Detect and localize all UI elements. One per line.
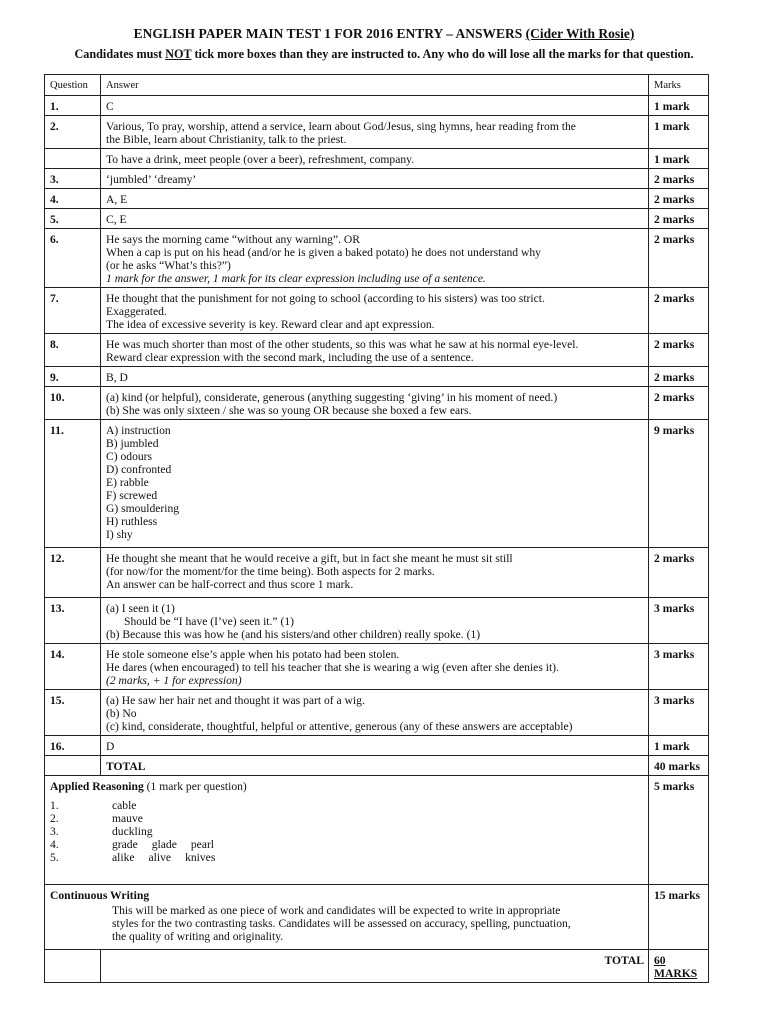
header-question: Question — [45, 75, 101, 96]
answer-line: E) rabble — [106, 476, 149, 489]
title-main: ENGLISH PAPER MAIN TEST 1 FOR 2016 ENTRY – ANSWERS — [133, 26, 526, 41]
table-row — [45, 116, 709, 149]
answer-cell — [101, 367, 649, 387]
page-title — [0, 26, 768, 42]
table-row — [45, 149, 709, 169]
question-number: 10. — [45, 387, 101, 420]
ar-word: cable — [112, 799, 137, 812]
answer-cell — [101, 169, 649, 189]
answer-line: C — [106, 100, 114, 113]
total-label: TOTAL — [101, 756, 649, 776]
question-number — [45, 149, 101, 169]
answer-line: Various, To pray, worship, attend a service, learn about God/Jesus, sing hymns, hear reading from the — [106, 120, 576, 133]
answer-line: (2 marks, + 1 for expression) — [106, 674, 242, 687]
instructions-post: tick more boxes than they are instructed to. Any who do will lose all the marks for that question. — [191, 47, 694, 61]
answer-cell — [101, 420, 649, 548]
answer-cell — [101, 644, 649, 690]
answer-cell — [101, 288, 649, 334]
question-number: 13. — [45, 598, 101, 644]
answer-cell — [101, 387, 649, 420]
marks-cell: 9 marks — [649, 420, 709, 548]
question-number: 4. — [45, 189, 101, 209]
ar-marks: 5 marks — [649, 776, 709, 885]
marks-cell: 2 marks — [649, 229, 709, 288]
table-row — [45, 229, 709, 288]
question-number: 2. — [45, 116, 101, 149]
answer-line: Should be “I have (I’ve) seen it.” (1) — [124, 615, 294, 628]
table-row — [45, 736, 709, 756]
answer-line: B) jumbled — [106, 437, 159, 450]
ar-item-words — [112, 851, 229, 864]
ar-item-number: 1. — [50, 799, 59, 812]
marks-cell: 2 marks — [649, 169, 709, 189]
ar-heading-text: Applied Reasoning — [50, 780, 144, 793]
ar-word: glade — [151, 838, 177, 851]
list-item — [50, 838, 644, 851]
answer-line: B, D — [106, 371, 128, 384]
answer-line: C, E — [106, 213, 127, 226]
answer-cell — [101, 598, 649, 644]
grand-total-blank — [45, 950, 101, 983]
answer-line: (c) kind, considerate, thoughtful, helpful or attentive, generous (any of these answers are acceptable) — [106, 720, 573, 733]
question-number: 12. — [45, 548, 101, 598]
answer-line: (for now/for the moment/for the time being). Both aspects for 2 marks. — [106, 565, 435, 578]
answer-line: A, E — [106, 193, 128, 206]
total-marks: 40 marks — [649, 756, 709, 776]
answer-line: An answer can be half-correct and thus score 1 mark. — [106, 578, 354, 591]
list-item — [50, 825, 644, 838]
answer-line: Reward clear expression with the second mark, including the use of a sentence. — [106, 351, 474, 364]
answer-line: (a) He saw her hair net and thought it was part of a wig. — [106, 694, 365, 707]
table-row — [45, 690, 709, 736]
marks-cell: 2 marks — [649, 334, 709, 367]
ar-item-words — [112, 838, 228, 851]
answer-line: I) shy — [106, 528, 133, 541]
header-marks: Marks — [649, 75, 709, 96]
answer-line: A) instruction — [106, 424, 171, 437]
answer-line: ‘jumbled’ ‘dreamy’ — [106, 173, 197, 186]
ar-word: grade — [112, 838, 138, 851]
ar-word: knives — [185, 851, 216, 864]
applied-reasoning-heading — [50, 780, 644, 793]
title-sub: (Cider With Rosie) — [525, 26, 635, 41]
ar-word: alike — [112, 851, 135, 864]
answers-table — [44, 74, 709, 983]
answer-line: He says the morning came “without any warning”. OR — [106, 233, 361, 246]
cw-heading: Continuous Writing — [50, 889, 150, 902]
answer-line: F) screwed — [106, 489, 158, 502]
answer-line: (b) Because this was how he (and his sisters/and other children) really spoke. (1) — [106, 628, 481, 641]
answer-line: the Bible, learn about Christianity, talk to the priest. — [106, 133, 347, 146]
marks-cell: 2 marks — [649, 288, 709, 334]
instructions — [0, 47, 768, 62]
question-number: 11. — [45, 420, 101, 548]
answer-line: He was much shorter than most of the other students, so this was what he saw at his normal eye-level. — [106, 338, 579, 351]
answer-line: C) odours — [106, 450, 153, 463]
total-blank — [45, 756, 101, 776]
table-row — [45, 367, 709, 387]
marks-cell: 3 marks — [649, 644, 709, 690]
marks-cell: 2 marks — [649, 367, 709, 387]
answer-cell — [101, 189, 649, 209]
marks-cell: 1 mark — [649, 149, 709, 169]
marks-cell: 1 mark — [649, 116, 709, 149]
total-row — [45, 756, 709, 776]
grand-total-row — [45, 950, 709, 983]
answer-line: To have a drink, meet people (over a beer), refreshment, company. — [106, 153, 415, 166]
answer-cell — [101, 209, 649, 229]
table-row — [45, 644, 709, 690]
answer-line: When a cap is put on his head (and/or he is given a baked potato) he does not understand why — [106, 246, 541, 259]
marks-cell: 2 marks — [649, 209, 709, 229]
answer-line: H) ruthless — [106, 515, 158, 528]
ar-word: pearl — [190, 838, 215, 851]
answer-line: (a) kind (or helpful), considerate, generous (anything suggesting ‘giving’ in his moment of need.) — [106, 391, 558, 404]
continuous-writing-row — [45, 885, 709, 950]
ar-word: duckling — [112, 825, 153, 838]
header-answer: Answer — [101, 75, 649, 96]
grand-total-marks: 60 MARKS — [649, 950, 709, 983]
question-number: 5. — [45, 209, 101, 229]
cw-line: the quality of writing and originality. — [112, 930, 284, 943]
answer-cell — [101, 149, 649, 169]
answer-line: He thought that the punishment for not going to school (according to his sisters) was too strict. — [106, 292, 545, 305]
cw-marks: 15 marks — [649, 885, 709, 950]
question-number: 8. — [45, 334, 101, 367]
table-row — [45, 96, 709, 116]
question-number: 16. — [45, 736, 101, 756]
list-item — [50, 799, 644, 812]
marks-cell: 3 marks — [649, 690, 709, 736]
answer-line: Exaggerated. — [106, 305, 167, 318]
answer-cell — [101, 548, 649, 598]
ar-item-words — [112, 799, 150, 812]
marks-cell: 2 marks — [649, 387, 709, 420]
instructions-emphasis: NOT — [165, 47, 192, 61]
table-row — [45, 420, 709, 548]
cw-line: styles for the two contrasting tasks. Candidates will be assessed on accuracy, spelling, punctuation, — [112, 917, 571, 930]
ar-word: alive — [148, 851, 172, 864]
answer-cell — [101, 334, 649, 367]
answer-line: (b) She was only sixteen / she was so young OR because she boxed a few ears. — [106, 404, 472, 417]
question-number: 6. — [45, 229, 101, 288]
instructions-pre: Candidates must — [74, 47, 166, 61]
ar-item-number: 4. — [50, 838, 59, 851]
answer-line: D — [106, 740, 115, 753]
table-row — [45, 288, 709, 334]
answer-line: He dares (when encouraged) to tell his teacher that she is wearing a wig (even after she denies it). — [106, 661, 559, 674]
marks-cell: 2 marks — [649, 548, 709, 598]
question-number: 9. — [45, 367, 101, 387]
marks-cell: 1 mark — [649, 96, 709, 116]
list-item — [50, 812, 644, 825]
grand-total-label: TOTAL — [101, 950, 649, 983]
question-number: 14. — [45, 644, 101, 690]
answer-line: He stole someone else’s apple when his potato had been stolen. — [106, 648, 400, 661]
applied-reasoning-cell — [45, 776, 649, 885]
table-row — [45, 598, 709, 644]
cw-line: This will be marked as one piece of work and candidates will be expected to write in appropriate — [112, 904, 561, 917]
question-number: 7. — [45, 288, 101, 334]
table-row — [45, 169, 709, 189]
table-row — [45, 189, 709, 209]
answer-line: (b) No — [106, 707, 137, 720]
ar-item-words — [112, 825, 167, 838]
marks-cell: 3 marks — [649, 598, 709, 644]
question-number: 1. — [45, 96, 101, 116]
answer-cell — [101, 116, 649, 149]
answer-line: D) confronted — [106, 463, 172, 476]
answer-line: He thought she meant that he would receive a gift, but in fact she meant he must sit still — [106, 552, 513, 565]
ar-item-words — [112, 812, 157, 825]
table-row — [45, 209, 709, 229]
answer-cell — [101, 229, 649, 288]
ar-word: mauve — [112, 812, 143, 825]
question-number: 3. — [45, 169, 101, 189]
answer-line: (or he asks “What’s this?”) — [106, 259, 231, 272]
marks-cell: 1 mark — [649, 736, 709, 756]
answer-line: The idea of excessive severity is key. Reward clear and apt expression. — [106, 318, 435, 331]
applied-reasoning-row — [45, 776, 709, 885]
table-row — [45, 334, 709, 367]
ar-item-number: 3. — [50, 825, 59, 838]
answer-line: (a) I seen it (1) — [106, 602, 175, 615]
answer-cell — [101, 96, 649, 116]
marks-cell: 2 marks — [649, 189, 709, 209]
question-number: 15. — [45, 690, 101, 736]
table-header-row — [45, 75, 709, 96]
ar-item-number: 2. — [50, 812, 59, 825]
answer-line: G) smouldering — [106, 502, 180, 515]
answer-line: 1 mark for the answer, 1 mark for its clear expression including use of a sentence. — [106, 272, 486, 285]
list-item — [50, 851, 644, 864]
answer-cell — [101, 736, 649, 756]
table-row — [45, 548, 709, 598]
table-row — [45, 387, 709, 420]
ar-item-number: 5. — [50, 851, 59, 864]
continuous-writing-cell — [45, 885, 649, 950]
ar-note: (1 mark per question) — [143, 780, 247, 793]
answer-cell — [101, 690, 649, 736]
